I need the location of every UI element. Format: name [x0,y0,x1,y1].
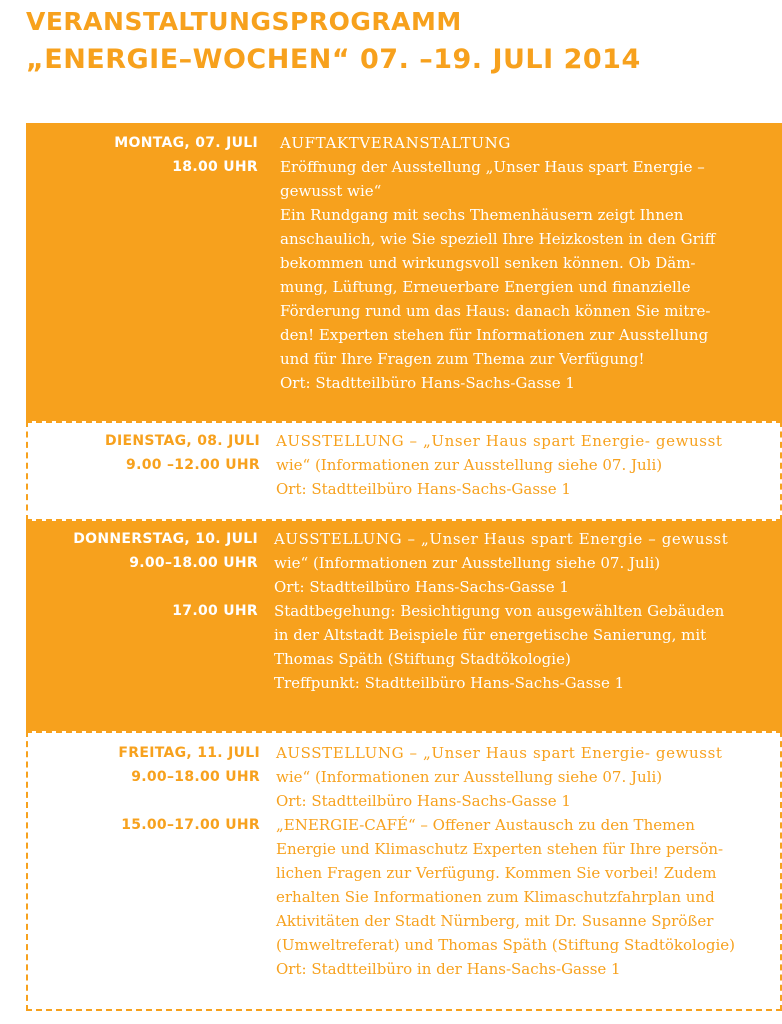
event-line: Aktivitäten der Stadt Nürnberg, mit Dr. Susanne Sprößer [276,912,714,930]
event-line: Thomas Späth (Stiftung Stadtökologie) [274,650,571,668]
event-line: bekommen und wirkungsvoll senken können. Ob Däm- [280,254,696,272]
program-header [26,6,641,78]
event-line: Förderung rund um das Haus: danach können Sie mitre- [280,302,711,320]
event-line: Ort: Stadtteilbüro Hans-Sachs-Gasse 1 [280,374,575,392]
event-line: AUSSTELLUNG – „Unser Haus spart Energie- gewusst [276,744,723,762]
event-line: (Umweltreferat) und Thomas Späth (Stiftung Stadtökologie) [276,936,736,954]
event-line: Ein Rundgang mit sechs Themenhäusern zeigt Ihnen [280,206,684,224]
event-line: wie“ (Informationen zur Ausstellung siehe 07. Juli) [274,554,661,572]
event-line: Ort: Stadtteilbüro in der Hans-Sachs-Gasse 1 [276,960,621,978]
program-title: VERANSTALTUNGSPROGRAMM [26,7,462,36]
event-line: lichen Fragen zur Verfügung. Kommen Sie vorbei! Zudem [276,864,717,882]
event-line: mung, Lüftung, Erneuerbare Energien und finanzielle [280,278,691,296]
event-day: DIENSTAG, 08. JULI [105,433,260,449]
event-line: Energie und Klimaschutz Experten stehen für Ihre persön- [276,840,724,858]
event-line: Eröffnung der Ausstellung „Unser Haus spart Energie – [280,158,705,176]
event-program [26,123,782,1011]
event-line: in der Altstadt Beispiele für energetische Sanierung, mit [274,626,707,644]
event-description [260,741,780,813]
event-line: wie“ (Informationen zur Ausstellung siehe 07. Juli) [276,456,663,474]
event-line: Treffpunkt: Stadtteilbüro Hans-Sachs-Gasse 1 [274,674,625,692]
event-line: Ort: Stadtteilbüro Hans-Sachs-Gasse 1 [276,480,571,498]
event-slot [26,599,782,695]
event-slot [28,741,780,813]
event-description [258,527,782,599]
event-line: und für Ihre Fragen zum Thema zur Verfügung! [280,350,645,368]
event-block-thursday [26,521,782,731]
event-line: AUSSTELLUNG – „Unser Haus spart Energie – gewusst [274,530,729,548]
event-day: DONNERSTAG, 10. JULI [73,531,258,547]
event-day: FREITAG, 11. JULI [118,745,260,761]
event-when [26,527,258,599]
event-when [26,131,258,395]
event-slot [26,527,782,599]
event-line: Stadtbegehung: Besichtigung von ausgewählten Gebäuden [274,602,725,620]
event-line: erhalten Sie Informationen zum Klimaschutzfahrplan und [276,888,715,906]
event-time: 18.00 UHR [172,159,258,175]
event-when [26,599,258,695]
event-line: AUFTAKTVERANSTALTUNG [280,134,511,152]
event-description [258,131,782,395]
event-block-tuesday [26,421,782,521]
event-time: 17.00 UHR [172,603,258,619]
event-slot [28,813,780,981]
event-slot [26,131,782,395]
event-line: AUSSTELLUNG – „Unser Haus spart Energie- gewusst [276,432,723,450]
event-time: 9.00 –12.00 UHR [126,457,260,473]
event-line: Ort: Stadtteilbüro Hans-Sachs-Gasse 1 [274,578,569,596]
event-line: „ENERGIE-CAFÉ“ – Offener Austausch zu den Themen [276,816,695,834]
event-when [28,741,260,813]
event-when [28,813,260,981]
event-description [260,429,780,501]
event-block-friday [26,731,782,1011]
event-description [260,813,780,981]
event-line: den! Experten stehen für Informationen zur Ausstellung [280,326,709,344]
event-day: MONTAG, 07. JULI [114,135,258,151]
event-when [28,429,260,501]
event-block-monday [26,123,782,421]
event-line: wie“ (Informationen zur Ausstellung siehe 07. Juli) [276,768,663,786]
event-description [258,599,782,695]
event-time: 15.00–17.00 UHR [121,817,260,833]
event-time: 9.00–18.00 UHR [129,555,258,571]
event-line: anschaulich, wie Sie speziell Ihre Heizkosten in den Griff [280,230,716,248]
event-slot [28,429,780,501]
event-time: 9.00–18.00 UHR [131,769,260,785]
event-line: Ort: Stadtteilbüro Hans-Sachs-Gasse 1 [276,792,571,810]
event-line: gewusst wie“ [280,182,382,200]
program-subtitle: „ENERGIE–WOCHEN“ 07. –19. JULI 2014 [26,44,641,75]
